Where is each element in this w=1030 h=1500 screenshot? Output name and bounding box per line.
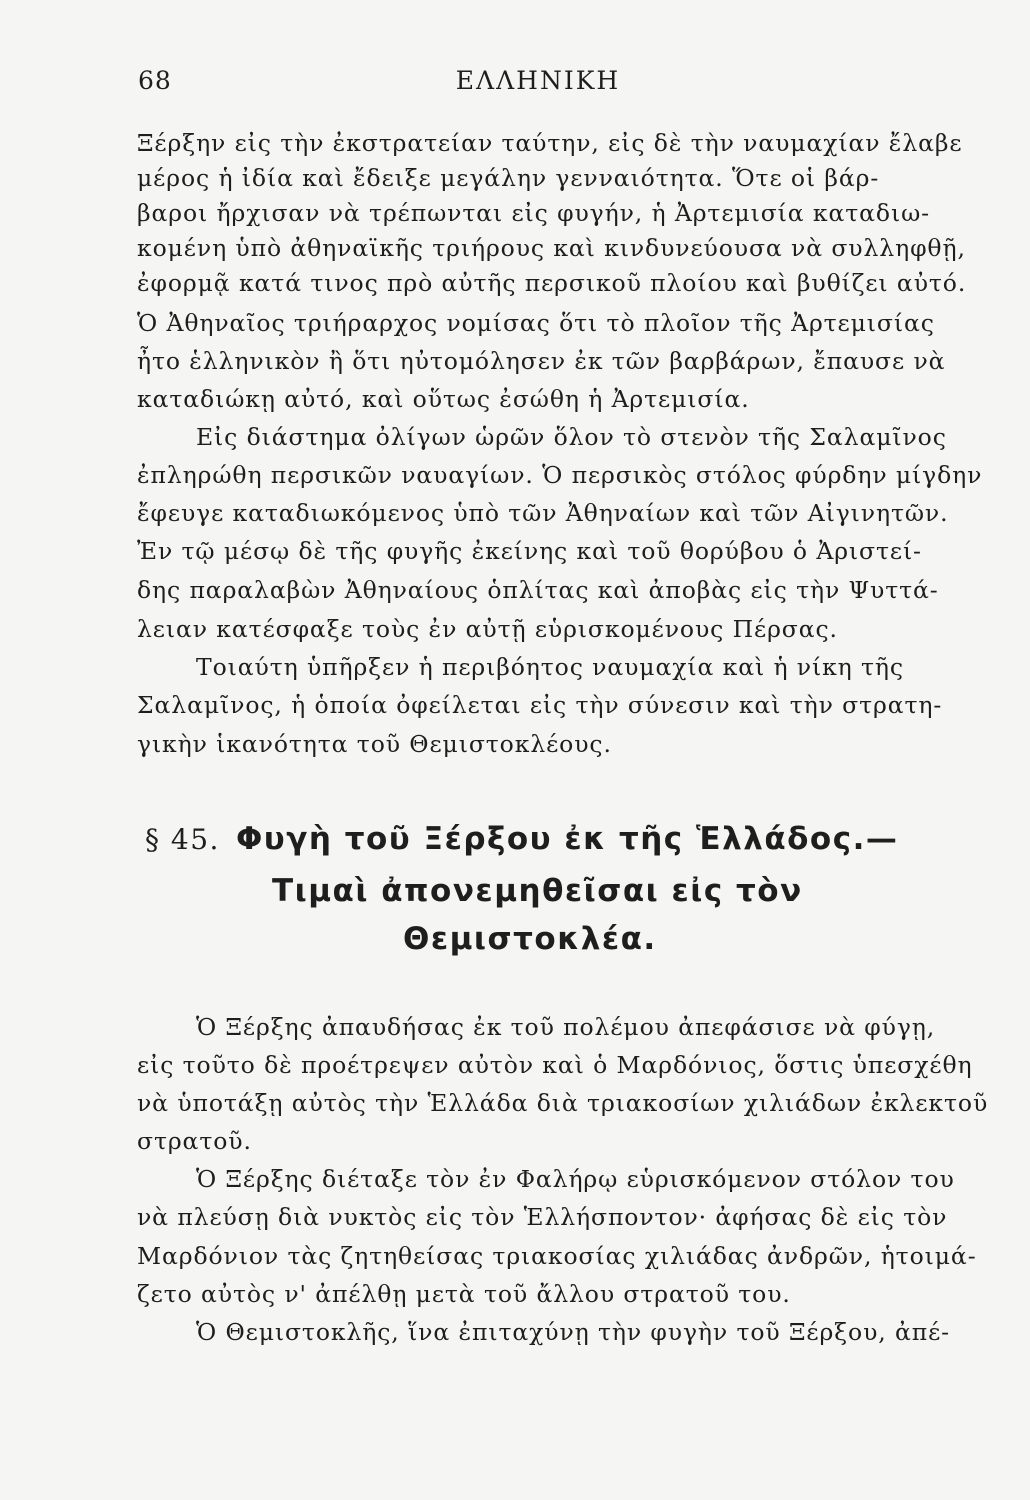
text-line: καταδιώκῃ αὐτό, καὶ οὕτως ἐσώθη ἡ Ἀρτεμισία. — [137, 385, 750, 413]
page-header — [138, 66, 938, 106]
section-heading-line-1 — [145, 819, 898, 860]
text-line: Ὁ Θεμιστοκλῆς, ἵνα ἐπιταχύνῃ τὴν φυγὴν τοῦ Ξέρξου, ἀπέ- — [196, 1318, 951, 1346]
text-line: ἔφευγε καταδιωκόμενος ὑπὸ τῶν Ἀθηναίων καὶ τῶν Αἰγινητῶν. — [137, 499, 949, 527]
text-line: Ὁ Ἀθηναῖος τριήραρχος νομίσας ὅτι τὸ πλοῖον τῆς Ἀρτεμισίας — [137, 309, 935, 337]
text-line: Μαρδόνιον τὰς ζητηθείσας τριακοσίας χιλιάδας ἀνδρῶν, ἡτοιμά- — [137, 1242, 977, 1270]
text-line: γικὴν ἱκανότητα τοῦ Θεμιστοκλέους. — [137, 730, 612, 758]
text-line: Εἰς διάστημα ὀλίγων ὡρῶν ὅλον τὸ στενὸν τῆς Σαλαμῖνος — [196, 423, 947, 451]
page-number: 68 — [138, 66, 172, 95]
text-line: Τοιαύτη ὑπῆρξεν ἡ περιβόητος ναυμαχία καὶ ἡ νίκη τῆς — [196, 653, 904, 681]
text-line: μέρος ἡ ἰδία καὶ ἔδειξε μεγάλην γενναιότητα. Ὅτε οἱ βάρ- — [137, 164, 880, 192]
text-line: ζετο αὐτὸς ν' ἀπέλθῃ μετὰ τοῦ ἄλλου στρατοῦ του. — [137, 1280, 791, 1308]
text-line: δης παραλαβὼν Ἀθηναίους ὁπλίτας καὶ ἀποβὰς εἰς τὴν Ψυττά- — [137, 576, 939, 604]
text-line: Ὁ Ξέρξης διέταξε τὸν ἐν Φαλήρῳ εὑρισκόμενον στόλον του — [196, 1165, 955, 1193]
text-line: Ὁ Ξέρξης ἀπαυδήσας ἐκ τοῦ πολέμου ἀπεφάσισε νὰ φύγῃ, — [196, 1013, 936, 1041]
text-line: Ξέρξην εἰς τὴν ἐκστρατείαν ταύτην, εἰς δὲ τὴν ναυμαχίαν ἔλαβε — [137, 129, 963, 157]
section-number: § 45. — [145, 823, 220, 856]
section-title-part-1: Φυγὴ τοῦ Ξέρξου ἐκ τῆς Ἑλλάδος.— — [235, 821, 899, 857]
text-line: στρατοῦ. — [137, 1127, 252, 1155]
running-title: ΕΛΛΗΝΙΚΗ — [455, 66, 621, 95]
text-line: νὰ πλεύσῃ διὰ νυκτὸς εἰς τὸν Ἑλλήσποντον· ἀφήσας δὲ εἰς τὸν — [137, 1203, 948, 1231]
text-line: ἐφορμᾷ κατά τινος πρὸ αὐτῆς περσικοῦ πλοίου καὶ βυθίζει αὐτό. — [137, 269, 967, 297]
text-line: Σαλαμῖνος, ἡ ὁποία ὀφείλεται εἰς τὴν σύνεσιν καὶ τὴν στρατη- — [137, 691, 943, 719]
section-heading-line-2: Τιμαὶ ἀπονεμηθεῖσαι εἰς τὸν — [272, 873, 803, 909]
text-line: εἰς τοῦτο δὲ προέτρεψεν αὐτὸν καὶ ὁ Μαρδόνιος, ὅστις ὑπεσχέθη — [137, 1051, 973, 1079]
section-heading-line-3: Θεμιστοκλέα. — [403, 921, 657, 957]
text-line: ἐπληρώθη περσικῶν ναυαγίων. Ὁ περσικὸς στόλος φύρδην μίγδην — [137, 461, 983, 489]
text-line: βαροι ἤρχισαν νὰ τρέπωνται εἰς φυγήν, ἡ Ἀρτεμισία καταδιω- — [137, 199, 930, 227]
text-line: κομένη ὑπὸ ἀθηναϊκῆς τριήρους καὶ κινδυνεύουσα νὰ συλληφθῇ, — [137, 234, 966, 262]
text-line: ἦτο ἑλληνικὸν ἢ ὅτι ηὐτομόλησεν ἐκ τῶν βαρβάρων, ἔπαυσε νὰ — [137, 347, 946, 375]
text-line: νὰ ὑποτάξῃ αὐτὸς τὴν Ἑλλάδα διὰ τριακοσίων χιλιάδων ἐκλεκτοῦ — [137, 1089, 989, 1117]
text-line: Ἐν τῷ μέσῳ δὲ τῆς φυγῆς ἐκείνης καὶ τοῦ θορύβου ὁ Ἀριστεί- — [137, 537, 922, 565]
text-line: λειαν κατέσφαξε τοὺς ἐν αὐτῇ εὑρισκομένους Πέρσας. — [137, 615, 838, 643]
